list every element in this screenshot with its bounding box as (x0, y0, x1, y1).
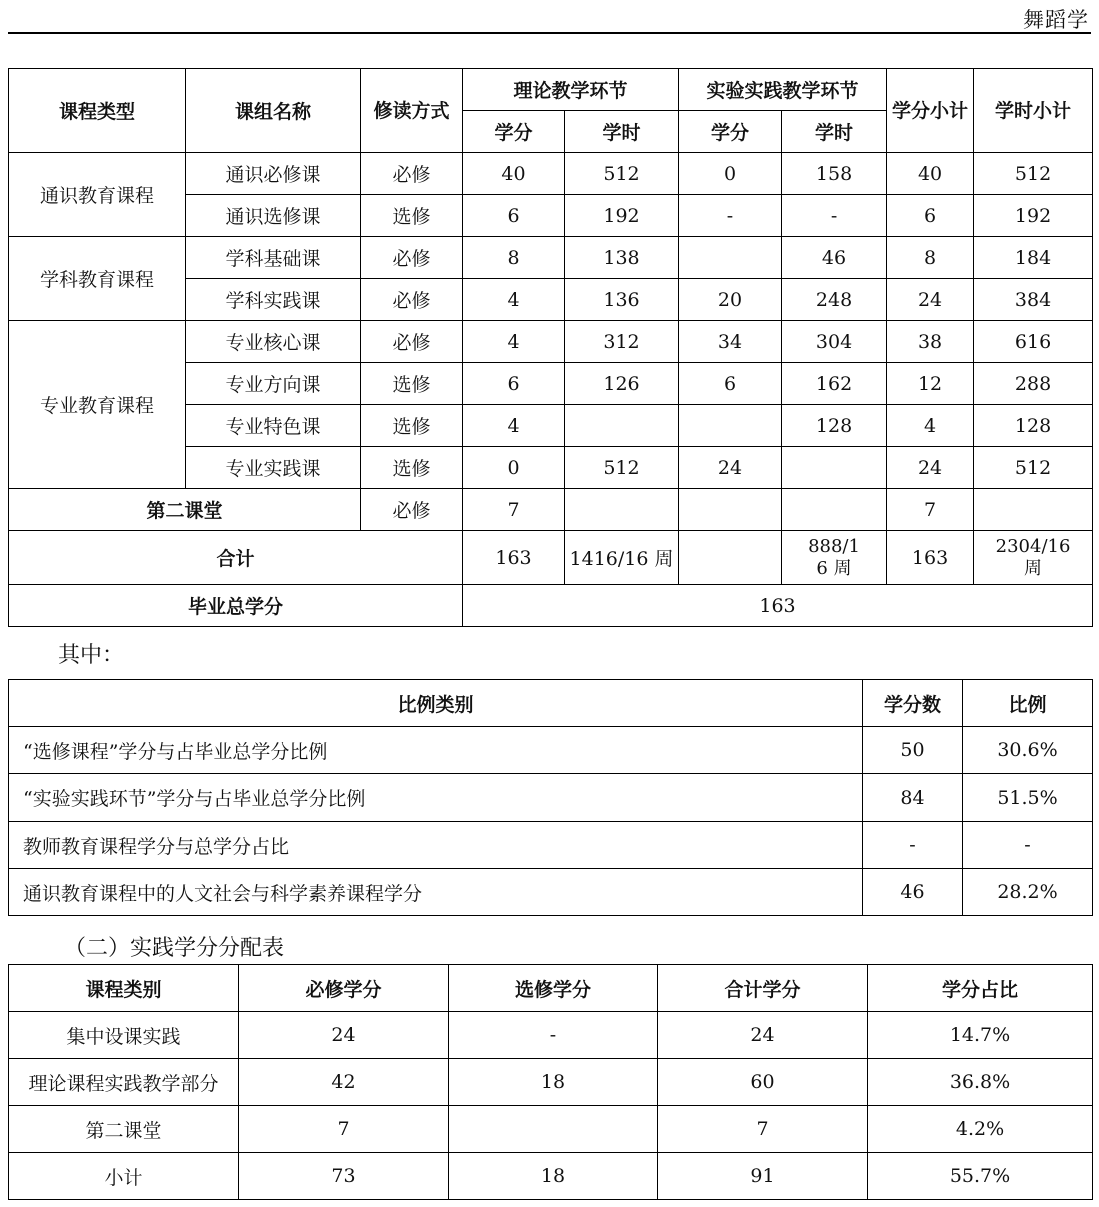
practice-credit-table (8, 964, 1093, 1200)
practice-total-cell: 24 (658, 1012, 868, 1059)
ratio-value-cell: 30.6% (963, 727, 1093, 774)
hours-subtotal-total: 2304/16 周 (995, 535, 1071, 579)
mode-cell: 选修 (361, 195, 463, 237)
graduation-label: 毕业总学分 (9, 585, 463, 627)
ratio-category-cell: 通识教育课程中的人文社会与科学素养课程学分 (9, 869, 863, 916)
practice-elective-cell: 18 (449, 1059, 658, 1106)
hours-subtotal-cell: 616 (974, 321, 1093, 363)
practice-elective-cell (449, 1106, 658, 1153)
practice-required-cell: 24 (239, 1012, 449, 1059)
theory-credit-cell: 6 (463, 195, 565, 237)
practice-credit-cell (679, 489, 782, 531)
practice-ratio-cell: 4.2% (868, 1106, 1093, 1153)
table-row (9, 237, 1093, 279)
caption-qizhong: 其中： (58, 643, 125, 668)
ratio-category-cell: “实验实践环节”学分与占毕业总学分比例 (9, 774, 863, 822)
group-name-cell: 通识必修课 (186, 153, 361, 195)
group-name-cell: 专业实践课 (186, 447, 361, 489)
practice-credit-cell: 24 (679, 447, 782, 489)
practice-category-cell: 小计 (9, 1153, 239, 1200)
header-rule (8, 32, 1091, 34)
header-theory-hours: 学时 (565, 111, 679, 153)
header-practice-required: 必修学分 (239, 965, 449, 1012)
table-row (9, 1059, 1093, 1106)
practice-hours-cell: - (782, 195, 887, 237)
practice-credit-cell (679, 405, 782, 447)
header-ratio-ratio: 比例 (963, 680, 1093, 727)
ratio-credits-cell: 46 (863, 869, 963, 916)
theory-hours-cell (565, 405, 679, 447)
practice-hours-cell: 128 (782, 405, 887, 447)
mode-cell: 选修 (361, 447, 463, 489)
theory-credit-cell: 163 (463, 531, 565, 585)
theory-hours-cell: 512 (565, 153, 679, 195)
theory-credit-cell: 4 (463, 405, 565, 447)
credit-subtotal-cell: 6 (887, 195, 974, 237)
table-row (9, 1153, 1093, 1200)
header-practice-total: 合计学分 (658, 965, 868, 1012)
mode-cell: 必修 (361, 237, 463, 279)
practice-category-cell: 集中设课实践 (9, 1012, 239, 1059)
ratio-value-cell: 28.2% (963, 869, 1093, 916)
group-name-cell: 学科基础课 (186, 237, 361, 279)
group-name-cell: 学科实践课 (186, 279, 361, 321)
practice-credit-cell (679, 237, 782, 279)
group-name-cell: 通识选修课 (186, 195, 361, 237)
practice-category-cell: 理论课程实践教学部分 (9, 1059, 239, 1106)
practice-ratio-cell: 36.8% (868, 1059, 1093, 1106)
table-row (9, 1012, 1093, 1059)
ratio-credits-cell: 84 (863, 774, 963, 822)
hours-subtotal-cell: 192 (974, 195, 1093, 237)
header-practice-credit: 学分 (679, 111, 782, 153)
ratio-category-cell: “选修课程”学分与占毕业总学分比例 (9, 727, 863, 774)
ratio-value-cell: - (963, 822, 1093, 869)
practice-hours-cell: 304 (782, 321, 887, 363)
credit-subtotal-cell: 4 (887, 405, 974, 447)
credit-subtotal-cell: 8 (887, 237, 974, 279)
credit-subtotal-cell: 163 (887, 531, 974, 585)
credit-subtotal-cell: 40 (887, 153, 974, 195)
header-ratio-credits: 学分数 (863, 680, 963, 727)
credit-subtotal-cell: 24 (887, 447, 974, 489)
ratio-table (8, 679, 1093, 916)
mode-cell: 必修 (361, 279, 463, 321)
group-name-cell: 专业特色课 (186, 405, 361, 447)
course-structure-table (8, 68, 1093, 627)
practice-credit-cell: - (679, 195, 782, 237)
theory-credit-cell: 7 (463, 489, 565, 531)
course-type-cell: 专业教育课程 (9, 321, 186, 489)
practice-total-cell: 7 (658, 1106, 868, 1153)
ratio-credits-cell: - (863, 822, 963, 869)
hours-subtotal-cell: 128 (974, 405, 1093, 447)
header-credit-subtotal: 学分小计 (887, 69, 974, 153)
header-theory: 理论教学环节 (463, 69, 679, 111)
header-hours-subtotal: 学时小计 (974, 69, 1093, 153)
hours-subtotal-cell: 288 (974, 363, 1093, 405)
ratio-category-cell: 教师教育课程学分与总学分占比 (9, 822, 863, 869)
theory-credit-cell: 4 (463, 321, 565, 363)
header-theory-credit: 学分 (463, 111, 565, 153)
header-practice-ratio: 学分占比 (868, 965, 1093, 1012)
practice-hours-total: 888/16 周 (808, 535, 860, 579)
practice-credit-cell: 34 (679, 321, 782, 363)
practice-hours-cell: 158 (782, 153, 887, 195)
practice-hours-cell: 248 (782, 279, 887, 321)
theory-hours-cell: 138 (565, 237, 679, 279)
hours-subtotal-cell: 184 (974, 237, 1093, 279)
graduation-row (9, 585, 1093, 627)
hours-subtotal-cell: 384 (974, 279, 1093, 321)
practice-required-cell: 42 (239, 1059, 449, 1106)
mode-cell: 必修 (361, 489, 463, 531)
total-label: 合计 (9, 531, 463, 585)
header-study-mode: 修读方式 (361, 69, 463, 153)
theory-hours-cell: 126 (565, 363, 679, 405)
mode-cell: 必修 (361, 153, 463, 195)
practice-hours-cell (782, 489, 887, 531)
table-row (9, 321, 1093, 363)
total-row (9, 531, 1093, 585)
practice-required-cell: 7 (239, 1106, 449, 1153)
theory-hours-cell (565, 489, 679, 531)
credit-subtotal-cell: 24 (887, 279, 974, 321)
practice-total-cell: 60 (658, 1059, 868, 1106)
theory-hours-cell: 312 (565, 321, 679, 363)
course-type-cell: 通识教育课程 (9, 153, 186, 237)
theory-hours-cell: 1416/16 周 (565, 531, 679, 585)
second-class-label: 第二课堂 (9, 489, 361, 531)
practice-credit-cell: 6 (679, 363, 782, 405)
practice-elective-cell: - (449, 1012, 658, 1059)
caption-practice-credit-table: （二）实践学分分配表 (64, 936, 285, 961)
theory-credit-cell: 40 (463, 153, 565, 195)
table-row (9, 1106, 1093, 1153)
header-course-type: 课程类型 (9, 69, 186, 153)
practice-required-cell: 73 (239, 1153, 449, 1200)
hours-subtotal-cell (974, 531, 1093, 585)
table-row (9, 774, 1093, 822)
page-header-title: 舞蹈学 (1023, 8, 1089, 32)
hours-subtotal-cell: 512 (974, 153, 1093, 195)
mode-cell: 选修 (361, 363, 463, 405)
header-practice-elective: 选修学分 (449, 965, 658, 1012)
header-practice: 实验实践教学环节 (679, 69, 887, 111)
group-name-cell: 专业核心课 (186, 321, 361, 363)
graduation-value: 163 (463, 585, 1093, 627)
group-name-cell: 专业方向课 (186, 363, 361, 405)
practice-credit-cell: 20 (679, 279, 782, 321)
table-row (9, 727, 1093, 774)
practice-credit-cell: 0 (679, 153, 782, 195)
credit-subtotal-cell: 12 (887, 363, 974, 405)
practice-total-cell: 91 (658, 1153, 868, 1200)
second-class-row (9, 489, 1093, 531)
hours-subtotal-cell (974, 489, 1093, 531)
header-practice-hours: 学时 (782, 111, 887, 153)
practice-category-cell: 第二课堂 (9, 1106, 239, 1153)
theory-credit-cell: 0 (463, 447, 565, 489)
practice-credit-cell (679, 531, 782, 585)
ratio-credits-cell: 50 (863, 727, 963, 774)
theory-hours-cell: 512 (565, 447, 679, 489)
practice-elective-cell: 18 (449, 1153, 658, 1200)
mode-cell: 必修 (361, 321, 463, 363)
practice-hours-cell (782, 531, 887, 585)
header-practice-category: 课程类别 (9, 965, 239, 1012)
table-row (9, 153, 1093, 195)
practice-ratio-cell: 14.7% (868, 1012, 1093, 1059)
table-row (9, 822, 1093, 869)
practice-hours-cell (782, 447, 887, 489)
credit-subtotal-cell: 7 (887, 489, 974, 531)
header-group-name: 课组名称 (186, 69, 361, 153)
practice-hours-cell: 162 (782, 363, 887, 405)
mode-cell: 选修 (361, 405, 463, 447)
hours-subtotal-cell: 512 (974, 447, 1093, 489)
course-type-cell: 学科教育课程 (9, 237, 186, 321)
practice-ratio-cell: 55.7% (868, 1153, 1093, 1200)
theory-credit-cell: 6 (463, 363, 565, 405)
table-row (9, 869, 1093, 916)
theory-credit-cell: 4 (463, 279, 565, 321)
theory-hours-cell: 136 (565, 279, 679, 321)
theory-hours-cell: 192 (565, 195, 679, 237)
practice-hours-cell: 46 (782, 237, 887, 279)
theory-credit-cell: 8 (463, 237, 565, 279)
ratio-value-cell: 51.5% (963, 774, 1093, 822)
credit-subtotal-cell: 38 (887, 321, 974, 363)
header-ratio-category: 比例类别 (9, 680, 863, 727)
